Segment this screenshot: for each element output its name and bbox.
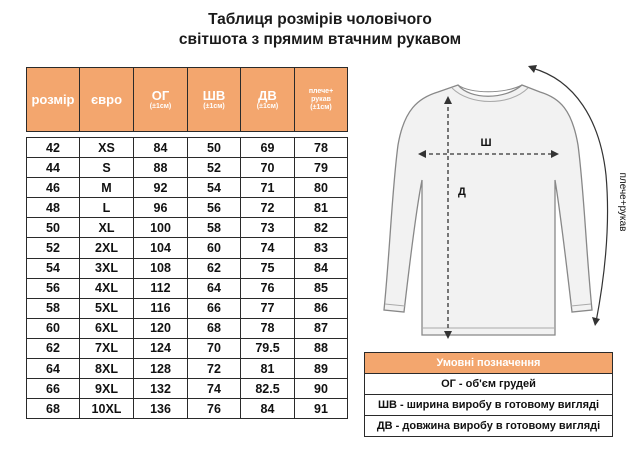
table-row [27, 138, 348, 158]
cell-euro: L [80, 198, 134, 218]
garment-figure [360, 60, 640, 350]
cell-euro: 3XL [80, 258, 134, 278]
cell-shv: 54 [188, 178, 241, 198]
legend-row [365, 395, 613, 416]
cell-og: 104 [134, 238, 188, 258]
size-table [26, 67, 348, 419]
table-row [27, 359, 348, 379]
cell-euro: 5XL [80, 298, 134, 318]
cell-sleeve: 83 [295, 238, 348, 258]
legend-title: Умовні позначення [365, 353, 613, 374]
cell-sleeve: 86 [295, 298, 348, 318]
cell-euro: 10XL [80, 399, 134, 419]
header-euro: євро [80, 68, 134, 132]
header-shv [188, 68, 241, 132]
cell-euro: XS [80, 138, 134, 158]
header-sleeve-line-1: плече+ [308, 87, 334, 95]
cell-dv: 75 [241, 258, 295, 278]
cell-size: 56 [27, 278, 80, 298]
legend-item-shv: ШВ - ширина виробу в готовому вигляді [365, 395, 613, 416]
cell-dv: 82.5 [241, 379, 295, 399]
header-dv-tolerance: (±1см) [256, 102, 279, 110]
header-sleeve-tolerance: (±1см) [310, 103, 332, 111]
legend-table [364, 352, 613, 437]
width-label: Ш [480, 137, 492, 149]
legend-item-dv: ДВ - довжина виробу в готовому вигляді [365, 416, 613, 437]
header-row [27, 68, 348, 132]
header-shv-tolerance: (±1см) [203, 102, 225, 110]
header-dv [241, 68, 295, 132]
cell-euro: M [80, 178, 134, 198]
table-row [27, 379, 348, 399]
cell-shv: 62 [188, 258, 241, 278]
cell-sleeve: 82 [295, 218, 348, 238]
cell-shv: 52 [188, 158, 241, 178]
cell-size: 58 [27, 298, 80, 318]
legend-header-row [365, 353, 613, 374]
cell-size: 42 [27, 138, 80, 158]
header-sleeve [295, 68, 348, 132]
cell-shv: 70 [188, 338, 241, 358]
cell-dv: 76 [241, 278, 295, 298]
cell-shv: 68 [188, 318, 241, 338]
header-og-label: ОГ [151, 87, 170, 103]
cell-sleeve: 90 [295, 379, 348, 399]
cell-sleeve: 81 [295, 198, 348, 218]
cell-dv: 77 [241, 298, 295, 318]
cell-euro: 7XL [80, 338, 134, 358]
header-size: розмір [27, 68, 80, 132]
cell-dv: 78 [241, 318, 295, 338]
cell-euro: 6XL [80, 318, 134, 338]
cell-size: 52 [27, 238, 80, 258]
length-label: Д [458, 186, 466, 198]
cell-shv: 58 [188, 218, 241, 238]
cell-sleeve: 80 [295, 178, 348, 198]
table-row [27, 278, 348, 298]
cell-shv: 76 [188, 399, 241, 419]
cell-og: 100 [134, 218, 188, 238]
table-row [27, 298, 348, 318]
cell-dv: 72 [241, 198, 295, 218]
table-row [27, 218, 348, 238]
cell-shv: 56 [188, 198, 241, 218]
table-row [27, 238, 348, 258]
cell-euro: S [80, 158, 134, 178]
cell-sleeve: 78 [295, 138, 348, 158]
table-row [27, 178, 348, 198]
cell-sleeve: 89 [295, 359, 348, 379]
cell-shv: 64 [188, 278, 241, 298]
cell-size: 62 [27, 338, 80, 358]
header-shv-label: ШВ [202, 87, 226, 103]
legend-row [365, 374, 613, 395]
cell-size: 68 [27, 399, 80, 419]
title-line-2: світшота з прямим втачним рукавом [178, 31, 462, 48]
cell-euro: 2XL [80, 238, 134, 258]
sleeve-label: плече+рукав [617, 172, 628, 232]
cell-shv: 66 [188, 298, 241, 318]
table-row [27, 318, 348, 338]
cell-og: 124 [134, 338, 188, 358]
cell-euro: XL [80, 218, 134, 238]
cell-size: 46 [27, 178, 80, 198]
sweatshirt-outline [384, 85, 592, 335]
size-table-body [27, 138, 348, 419]
page-title [120, 10, 520, 50]
cell-dv: 70 [241, 158, 295, 178]
cell-shv: 60 [188, 238, 241, 258]
cell-sleeve: 84 [295, 258, 348, 278]
sleeve-arrow-bottom-head [592, 317, 600, 326]
cell-og: 88 [134, 158, 188, 178]
cell-og: 112 [134, 278, 188, 298]
legend-item-og: ОГ - об'єм грудей [365, 374, 613, 395]
cell-og: 132 [134, 379, 188, 399]
cell-og: 96 [134, 198, 188, 218]
cell-sleeve: 87 [295, 318, 348, 338]
header-sleeve-line-2: рукав [311, 95, 331, 103]
cell-size: 66 [27, 379, 80, 399]
cell-sleeve: 79 [295, 158, 348, 178]
cell-sleeve: 91 [295, 399, 348, 419]
table-row [27, 258, 348, 278]
cell-euro: 8XL [80, 359, 134, 379]
cell-dv: 73 [241, 218, 295, 238]
header-og [134, 68, 188, 132]
cell-size: 44 [27, 158, 80, 178]
cell-size: 50 [27, 218, 80, 238]
cell-og: 116 [134, 298, 188, 318]
cell-dv: 69 [241, 138, 295, 158]
table-row [27, 338, 348, 358]
legend-row [365, 416, 613, 437]
cell-dv: 81 [241, 359, 295, 379]
cell-euro: 4XL [80, 278, 134, 298]
cell-euro: 9XL [80, 379, 134, 399]
table-row [27, 198, 348, 218]
header-og-tolerance: (±1см) [149, 102, 172, 110]
cell-shv: 74 [188, 379, 241, 399]
title-line-1: Таблиця розмірів чоловічого [208, 11, 432, 28]
cell-og: 92 [134, 178, 188, 198]
cell-size: 48 [27, 198, 80, 218]
cell-og: 84 [134, 138, 188, 158]
cell-sleeve: 88 [295, 338, 348, 358]
cell-og: 108 [134, 258, 188, 278]
cell-dv: 79.5 [241, 338, 295, 358]
header-dv-label: ДВ [258, 87, 277, 103]
cell-dv: 84 [241, 399, 295, 419]
cell-dv: 71 [241, 178, 295, 198]
cell-og: 136 [134, 399, 188, 419]
table-row [27, 399, 348, 419]
cell-size: 60 [27, 318, 80, 338]
cell-size: 54 [27, 258, 80, 278]
table-row [27, 158, 348, 178]
cell-og: 128 [134, 359, 188, 379]
cell-sleeve: 85 [295, 278, 348, 298]
cell-dv: 74 [241, 238, 295, 258]
cell-size: 64 [27, 359, 80, 379]
cell-shv: 72 [188, 359, 241, 379]
cell-og: 120 [134, 318, 188, 338]
cell-shv: 50 [188, 138, 241, 158]
